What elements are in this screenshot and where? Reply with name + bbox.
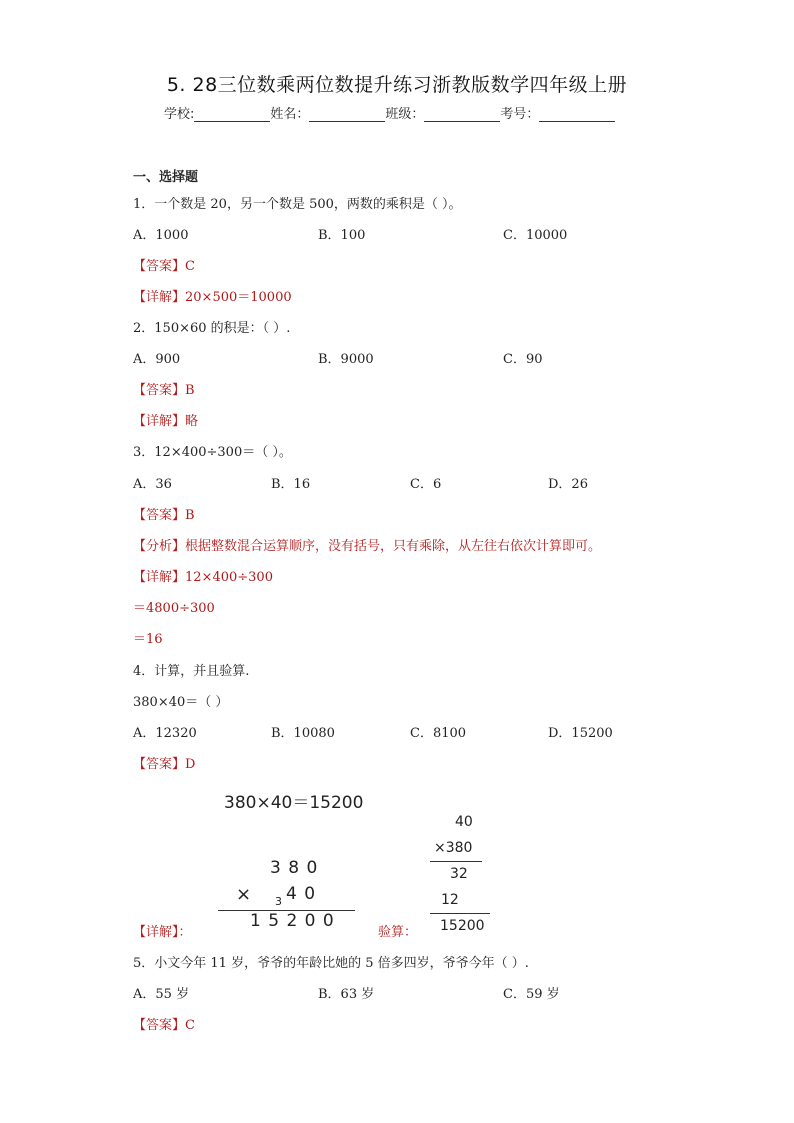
answer-value: C bbox=[185, 1018, 195, 1033]
vertical-multiplier: 4 0 bbox=[286, 884, 317, 904]
answer-value: D bbox=[185, 757, 196, 772]
q4-option-a: A．12320 bbox=[133, 726, 197, 741]
q3-option-d: D．26 bbox=[548, 477, 588, 492]
analysis-label: 【分析】 bbox=[133, 539, 186, 554]
answer-label: 【答案】 bbox=[133, 259, 186, 274]
q4-detail-label: 【详解】： bbox=[133, 925, 192, 940]
q4-stem: 4．计算，并且验算. bbox=[133, 664, 250, 679]
q4-answer bbox=[133, 753, 195, 772]
check-multiplicand: 40 bbox=[455, 814, 473, 830]
answer-value: C bbox=[185, 259, 195, 274]
id-label: 考号： bbox=[500, 107, 540, 122]
q2-option-a: A．900 bbox=[133, 352, 181, 367]
q2-stem: 2．150×60 的积是：（ ）. bbox=[133, 321, 291, 336]
name-blank[interactable] bbox=[309, 107, 385, 122]
school-blank[interactable] bbox=[194, 107, 270, 122]
detail-text: 12×400÷300 bbox=[185, 570, 273, 585]
page-title: 5. 28三位数乘两位数提升练习浙教版数学四年级上册 bbox=[166, 74, 628, 96]
q2-detail bbox=[133, 410, 198, 429]
answer-label: 【答案】 bbox=[133, 508, 186, 523]
answer-label: 【答案】 bbox=[133, 757, 186, 772]
q2-answer bbox=[133, 379, 195, 398]
q2-option-c: C．90 bbox=[503, 352, 543, 367]
q3-analysis bbox=[133, 535, 601, 554]
q4-expression: 380×40＝（ ） bbox=[133, 695, 229, 710]
q4-option-d: D．15200 bbox=[548, 726, 613, 741]
q1-option-c: C．10000 bbox=[503, 228, 568, 243]
q2-option-b: B．9000 bbox=[318, 352, 374, 367]
id-blank[interactable] bbox=[539, 107, 615, 122]
q3-option-b: B．16 bbox=[271, 477, 311, 492]
q3-option-c: C．6 bbox=[410, 477, 442, 492]
check-partial-2: 12 bbox=[441, 892, 459, 908]
detail-text: 20×500＝10000 bbox=[185, 290, 292, 305]
q3-answer bbox=[133, 504, 195, 523]
q3-step-1: ＝4800÷300 bbox=[133, 601, 215, 616]
vertical-times-sign: × bbox=[236, 884, 252, 905]
q4-option-b: B．10080 bbox=[271, 726, 335, 741]
check-rule-1 bbox=[430, 861, 482, 862]
check-rule-2 bbox=[430, 913, 490, 914]
q5-option-a: A．55 岁 bbox=[133, 987, 190, 1002]
detail-label: 【详解】 bbox=[133, 570, 186, 585]
q1-option-b: B．100 bbox=[318, 228, 366, 243]
student-info-line bbox=[164, 103, 615, 122]
class-blank[interactable] bbox=[424, 107, 500, 122]
q1-answer bbox=[133, 255, 195, 274]
detail-label: 【详解】 bbox=[133, 290, 186, 305]
detail-text: 略 bbox=[185, 414, 199, 429]
answer-label: 【答案】 bbox=[133, 383, 186, 398]
q5-stem: 5．小文今年 11 岁，爷爷的年龄比她的 5 倍多四岁，爷爷今年（ ）. bbox=[133, 956, 529, 971]
q3-step-2: ＝16 bbox=[133, 632, 163, 647]
class-label: 班级： bbox=[385, 107, 425, 122]
detail-label: 【详解】 bbox=[133, 414, 186, 429]
vertical-carry: 3 bbox=[275, 895, 282, 908]
vertical-multiplicand: 3 8 0 bbox=[270, 858, 319, 878]
q3-detail bbox=[133, 566, 273, 585]
answer-label: 【答案】 bbox=[133, 1018, 186, 1033]
q4-check-label: 验算： bbox=[378, 925, 418, 940]
school-label: 学校: bbox=[164, 107, 195, 122]
answer-value: B bbox=[185, 508, 195, 523]
q5-answer bbox=[133, 1014, 195, 1033]
check-product: 15200 bbox=[440, 918, 485, 934]
q1-detail bbox=[133, 286, 292, 305]
name-label: 姓名： bbox=[270, 107, 310, 122]
q4-option-c: C．8100 bbox=[410, 726, 467, 741]
q1-stem: 1．一个数是 20，另一个数是 500，两数的乘积是（ ）。 bbox=[133, 197, 462, 212]
q1-option-a: A．1000 bbox=[133, 228, 189, 243]
q3-stem: 3．12×400÷300＝（ ）。 bbox=[133, 445, 292, 460]
q4-equation: 380×40＝15200 bbox=[224, 793, 364, 813]
q3-option-a: A．36 bbox=[133, 477, 172, 492]
check-multiplier: ×380 bbox=[434, 840, 473, 856]
q5-option-c: C．59 岁 bbox=[503, 987, 560, 1002]
section-heading: 一、选择题 bbox=[133, 170, 199, 185]
q5-option-b: B．63 岁 bbox=[318, 987, 375, 1002]
analysis-text: 根据整数混合运算顺序，没有括号，只有乘除，从左往右依次计算即可。 bbox=[185, 539, 602, 554]
answer-value: B bbox=[185, 383, 195, 398]
check-partial-1: 32 bbox=[450, 866, 468, 882]
vertical-product: 1 5 2 0 0 bbox=[250, 911, 335, 931]
